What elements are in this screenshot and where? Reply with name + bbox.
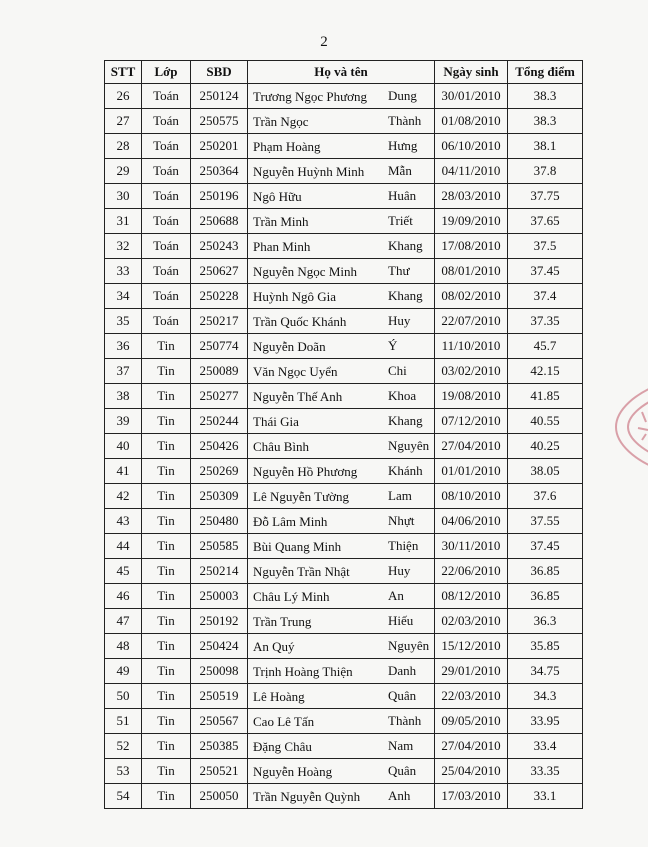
row-score: 34.75: [508, 659, 583, 684]
row-dob: 01/01/2010: [435, 459, 508, 484]
row-dob: 03/02/2010: [435, 359, 508, 384]
row-given-name: Khang: [388, 288, 423, 303]
row-family-name: Nguyễn Huỳnh Minh: [253, 163, 365, 179]
table-row: [105, 509, 583, 534]
row-given-name: Danh: [388, 663, 417, 678]
row-given-name: Lam: [388, 488, 412, 503]
row-family-name: Phan Minh: [253, 238, 311, 254]
row-stt: 53: [105, 759, 142, 784]
table-row: [105, 184, 583, 209]
row-lop: Toán: [142, 84, 191, 109]
table-row: [105, 284, 583, 309]
row-family-name: Châu Lý Minh: [253, 588, 330, 604]
row-dob: 11/10/2010: [435, 334, 508, 359]
row-lop: Tin: [142, 384, 191, 409]
row-lop: Tin: [142, 709, 191, 734]
row-fullname: [248, 734, 435, 759]
row-score: 37.35: [508, 309, 583, 334]
row-fullname: [248, 84, 435, 109]
row-family-name: Lê Nguyễn Tường: [253, 488, 349, 504]
row-fullname: [248, 159, 435, 184]
table-row: [105, 159, 583, 184]
row-sbd: 250521: [191, 759, 248, 784]
header-score: Tổng điểm: [508, 61, 583, 84]
row-sbd: 250575: [191, 109, 248, 134]
row-given-name: Dung: [388, 88, 417, 103]
row-lop: Tin: [142, 734, 191, 759]
row-stt: 51: [105, 709, 142, 734]
row-fullname: [248, 434, 435, 459]
row-lop: Toán: [142, 109, 191, 134]
table-row: [105, 559, 583, 584]
row-score: 37.4: [508, 284, 583, 309]
row-fullname: [248, 559, 435, 584]
row-fullname: [248, 759, 435, 784]
row-lop: Tin: [142, 584, 191, 609]
row-score: 45.7: [508, 334, 583, 359]
table-row: [105, 784, 583, 809]
row-given-name: Khang: [388, 238, 423, 253]
row-lop: Toán: [142, 184, 191, 209]
table-row: [105, 409, 583, 434]
row-family-name: An Quý: [253, 638, 295, 654]
table-row: [105, 584, 583, 609]
table-row: [105, 84, 583, 109]
row-stt: 34: [105, 284, 142, 309]
row-dob: 08/01/2010: [435, 259, 508, 284]
row-lop: Toán: [142, 309, 191, 334]
row-family-name: Thái Gia: [253, 413, 299, 429]
row-fullname: [248, 334, 435, 359]
row-dob: 07/12/2010: [435, 409, 508, 434]
row-stt: 54: [105, 784, 142, 809]
row-dob: 08/10/2010: [435, 484, 508, 509]
row-dob: 22/03/2010: [435, 684, 508, 709]
row-lop: Tin: [142, 534, 191, 559]
row-given-name: Quân: [388, 688, 417, 703]
row-given-name: Triết: [388, 213, 413, 228]
row-sbd: 250201: [191, 134, 248, 159]
row-given-name: Thành: [388, 713, 422, 728]
row-stt: 29: [105, 159, 142, 184]
row-score: 37.5: [508, 234, 583, 259]
row-family-name: Trần Quốc Khánh: [253, 313, 347, 329]
row-sbd: 250688: [191, 209, 248, 234]
row-stt: 36: [105, 334, 142, 359]
table-row: [105, 634, 583, 659]
row-stt: 40: [105, 434, 142, 459]
header-name: Họ và tên: [248, 61, 435, 84]
row-sbd: 250192: [191, 609, 248, 634]
row-dob: 08/12/2010: [435, 584, 508, 609]
row-lop: Toán: [142, 234, 191, 259]
row-given-name: Nam: [388, 738, 414, 753]
table-row: [105, 234, 583, 259]
row-dob: 30/01/2010: [435, 84, 508, 109]
row-family-name: Cao Lê Tấn: [253, 713, 315, 729]
row-family-name: Nguyễn Trần Nhật: [253, 563, 350, 579]
header-stt: STT: [105, 61, 142, 84]
row-score: 37.8: [508, 159, 583, 184]
row-sbd: 250089: [191, 359, 248, 384]
row-lop: Tin: [142, 634, 191, 659]
table-row: [105, 734, 583, 759]
row-score: 34.3: [508, 684, 583, 709]
table-row: [105, 434, 583, 459]
row-dob: 06/10/2010: [435, 134, 508, 159]
row-fullname: [248, 309, 435, 334]
row-fullname: [248, 709, 435, 734]
row-dob: 19/08/2010: [435, 384, 508, 409]
row-sbd: 250124: [191, 84, 248, 109]
row-dob: 04/11/2010: [435, 159, 508, 184]
row-fullname: [248, 209, 435, 234]
row-family-name: Trần Minh: [253, 213, 309, 229]
row-sbd: 250480: [191, 509, 248, 534]
row-score: 41.85: [508, 384, 583, 409]
row-score: 33.1: [508, 784, 583, 809]
row-dob: 17/08/2010: [435, 234, 508, 259]
table-row: [105, 709, 583, 734]
row-given-name: Nguyên: [388, 638, 430, 653]
row-sbd: 250243: [191, 234, 248, 259]
row-dob: 22/07/2010: [435, 309, 508, 334]
row-sbd: 250050: [191, 784, 248, 809]
row-sbd: 250567: [191, 709, 248, 734]
row-family-name: Bùi Quang Minh: [253, 538, 342, 554]
row-score: 38.05: [508, 459, 583, 484]
row-family-name: Trần Trung: [253, 613, 312, 629]
row-dob: 27/04/2010: [435, 734, 508, 759]
row-stt: 38: [105, 384, 142, 409]
row-lop: Tin: [142, 484, 191, 509]
row-dob: 25/04/2010: [435, 759, 508, 784]
row-stt: 39: [105, 409, 142, 434]
row-lop: Tin: [142, 684, 191, 709]
row-stt: 37: [105, 359, 142, 384]
row-family-name: Ngô Hữu: [253, 188, 302, 204]
row-score: 33.95: [508, 709, 583, 734]
row-given-name: Ý: [388, 338, 398, 353]
row-stt: 52: [105, 734, 142, 759]
row-score: 36.3: [508, 609, 583, 634]
row-score: 40.25: [508, 434, 583, 459]
row-dob: 01/08/2010: [435, 109, 508, 134]
row-stt: 45: [105, 559, 142, 584]
row-sbd: 250774: [191, 334, 248, 359]
row-fullname: [248, 784, 435, 809]
row-family-name: Trương Ngọc Phương: [253, 88, 368, 104]
table-row: [105, 459, 583, 484]
row-given-name: Khánh: [388, 463, 423, 478]
row-stt: 26: [105, 84, 142, 109]
row-family-name: Đặng Châu: [253, 738, 312, 754]
row-stt: 50: [105, 684, 142, 709]
row-stt: 46: [105, 584, 142, 609]
row-score: 37.45: [508, 534, 583, 559]
row-lop: Tin: [142, 559, 191, 584]
row-score: 38.1: [508, 134, 583, 159]
row-sbd: 250585: [191, 534, 248, 559]
row-lop: Toán: [142, 259, 191, 284]
row-lop: Tin: [142, 509, 191, 534]
row-given-name: Khoa: [388, 388, 417, 403]
row-sbd: 250424: [191, 634, 248, 659]
row-stt: 43: [105, 509, 142, 534]
row-score: 42.15: [508, 359, 583, 384]
row-given-name: Nhựt: [388, 513, 415, 528]
row-score: 35.85: [508, 634, 583, 659]
row-sbd: 250277: [191, 384, 248, 409]
row-given-name: Nguyên: [388, 438, 430, 453]
row-dob: 30/11/2010: [435, 534, 508, 559]
table-row: [105, 484, 583, 509]
row-score: 37.75: [508, 184, 583, 209]
row-fullname: [248, 584, 435, 609]
row-given-name: Huân: [388, 188, 417, 203]
row-given-name: Chi: [388, 363, 407, 378]
row-lop: Toán: [142, 284, 191, 309]
row-fullname: [248, 134, 435, 159]
row-family-name: Phạm Hoàng: [253, 138, 321, 154]
row-family-name: Trần Nguyễn Quỳnh: [253, 788, 361, 804]
row-given-name: Thành: [388, 113, 422, 128]
row-given-name: An: [388, 588, 404, 603]
row-family-name: Nguyễn Thế Anh: [253, 388, 343, 404]
row-score: 37.55: [508, 509, 583, 534]
row-score: 33.35: [508, 759, 583, 784]
row-score: 33.4: [508, 734, 583, 759]
row-sbd: 250364: [191, 159, 248, 184]
row-fullname: [248, 234, 435, 259]
row-score: 38.3: [508, 84, 583, 109]
row-lop: Tin: [142, 609, 191, 634]
table-row: [105, 684, 583, 709]
row-score: 40.55: [508, 409, 583, 434]
row-lop: Tin: [142, 659, 191, 684]
row-stt: 33: [105, 259, 142, 284]
row-dob: 02/03/2010: [435, 609, 508, 634]
row-stt: 27: [105, 109, 142, 134]
row-given-name: Anh: [388, 788, 411, 803]
row-dob: 22/06/2010: [435, 559, 508, 584]
row-given-name: Thiện: [388, 538, 419, 553]
row-sbd: 250269: [191, 459, 248, 484]
header-dob: Ngày sinh: [435, 61, 508, 84]
row-dob: 15/12/2010: [435, 634, 508, 659]
table-header-row: [105, 61, 583, 84]
row-stt: 41: [105, 459, 142, 484]
header-lop: Lớp: [142, 61, 191, 84]
row-lop: Tin: [142, 784, 191, 809]
row-lop: Tin: [142, 459, 191, 484]
row-sbd: 250217: [191, 309, 248, 334]
row-fullname: [248, 359, 435, 384]
row-sbd: 250003: [191, 584, 248, 609]
row-lop: Toán: [142, 209, 191, 234]
stamp-seal: [612, 372, 648, 482]
row-family-name: Văn Ngọc Uyển: [253, 363, 338, 379]
row-fullname: [248, 109, 435, 134]
row-dob: 19/09/2010: [435, 209, 508, 234]
row-stt: 42: [105, 484, 142, 509]
row-family-name: Nguyễn Ngọc Minh: [253, 263, 357, 279]
row-sbd: 250426: [191, 434, 248, 459]
row-family-name: Huỳnh Ngô Gia: [253, 288, 337, 304]
row-lop: Tin: [142, 434, 191, 459]
row-given-name: Thư: [388, 263, 410, 278]
row-score: 36.85: [508, 559, 583, 584]
row-family-name: Nguyễn Hoàng: [253, 763, 333, 779]
row-family-name: Châu Bình: [253, 438, 309, 454]
row-fullname: [248, 184, 435, 209]
row-score: 38.3: [508, 109, 583, 134]
row-fullname: [248, 284, 435, 309]
table-row: [105, 134, 583, 159]
row-score: 37.65: [508, 209, 583, 234]
row-dob: 09/05/2010: [435, 709, 508, 734]
row-stt: 31: [105, 209, 142, 234]
row-family-name: Nguyễn Hồ Phương: [253, 463, 358, 479]
results-table: [104, 60, 583, 809]
row-dob: 17/03/2010: [435, 784, 508, 809]
row-given-name: Hiếu: [388, 613, 414, 628]
header-sbd: SBD: [191, 61, 248, 84]
row-dob: 28/03/2010: [435, 184, 508, 209]
row-sbd: 250309: [191, 484, 248, 509]
row-sbd: 250098: [191, 659, 248, 684]
row-sbd: 250228: [191, 284, 248, 309]
row-stt: 47: [105, 609, 142, 634]
row-fullname: [248, 534, 435, 559]
row-sbd: 250196: [191, 184, 248, 209]
row-sbd: 250385: [191, 734, 248, 759]
row-given-name: Huy: [388, 563, 411, 578]
row-fullname: [248, 484, 435, 509]
row-dob: 08/02/2010: [435, 284, 508, 309]
row-family-name: Lê Hoàng: [253, 688, 305, 704]
table-row: [105, 109, 583, 134]
row-lop: Tin: [142, 359, 191, 384]
row-fullname: [248, 259, 435, 284]
table-row: [105, 659, 583, 684]
row-lop: Tin: [142, 334, 191, 359]
row-fullname: [248, 384, 435, 409]
table-row: [105, 259, 583, 284]
row-lop: Toán: [142, 134, 191, 159]
row-given-name: Quân: [388, 763, 417, 778]
table-row: [105, 534, 583, 559]
row-stt: 28: [105, 134, 142, 159]
row-sbd: 250214: [191, 559, 248, 584]
row-fullname: [248, 684, 435, 709]
table-row: [105, 384, 583, 409]
row-sbd: 250627: [191, 259, 248, 284]
row-fullname: [248, 459, 435, 484]
table-row: [105, 209, 583, 234]
row-stt: 44: [105, 534, 142, 559]
row-lop: Tin: [142, 409, 191, 434]
row-dob: 29/01/2010: [435, 659, 508, 684]
row-fullname: [248, 409, 435, 434]
row-lop: Tin: [142, 759, 191, 784]
row-family-name: Trịnh Hoàng Thiện: [253, 663, 353, 679]
table-row: [105, 309, 583, 334]
row-score: 37.6: [508, 484, 583, 509]
row-family-name: Nguyễn Doãn: [253, 338, 326, 354]
row-sbd: 250244: [191, 409, 248, 434]
row-family-name: Đỗ Lâm Minh: [253, 513, 328, 529]
table-row: [105, 759, 583, 784]
row-fullname: [248, 659, 435, 684]
row-score: 37.45: [508, 259, 583, 284]
table-row: [105, 359, 583, 384]
row-given-name: Hưng: [388, 138, 418, 153]
table-row: [105, 334, 583, 359]
row-given-name: Mẫn: [388, 163, 412, 178]
row-family-name: Trần Ngọc: [253, 113, 309, 129]
row-stt: 32: [105, 234, 142, 259]
row-stt: 35: [105, 309, 142, 334]
row-stt: 30: [105, 184, 142, 209]
row-sbd: 250519: [191, 684, 248, 709]
page-number: 2: [320, 34, 328, 50]
row-stt: 49: [105, 659, 142, 684]
row-given-name: Huy: [388, 313, 411, 328]
row-fullname: [248, 609, 435, 634]
row-fullname: [248, 634, 435, 659]
row-dob: 27/04/2010: [435, 434, 508, 459]
row-stt: 48: [105, 634, 142, 659]
row-score: 36.85: [508, 584, 583, 609]
row-fullname: [248, 509, 435, 534]
row-given-name: Khang: [388, 413, 423, 428]
table-row: [105, 609, 583, 634]
row-dob: 04/06/2010: [435, 509, 508, 534]
row-lop: Toán: [142, 159, 191, 184]
